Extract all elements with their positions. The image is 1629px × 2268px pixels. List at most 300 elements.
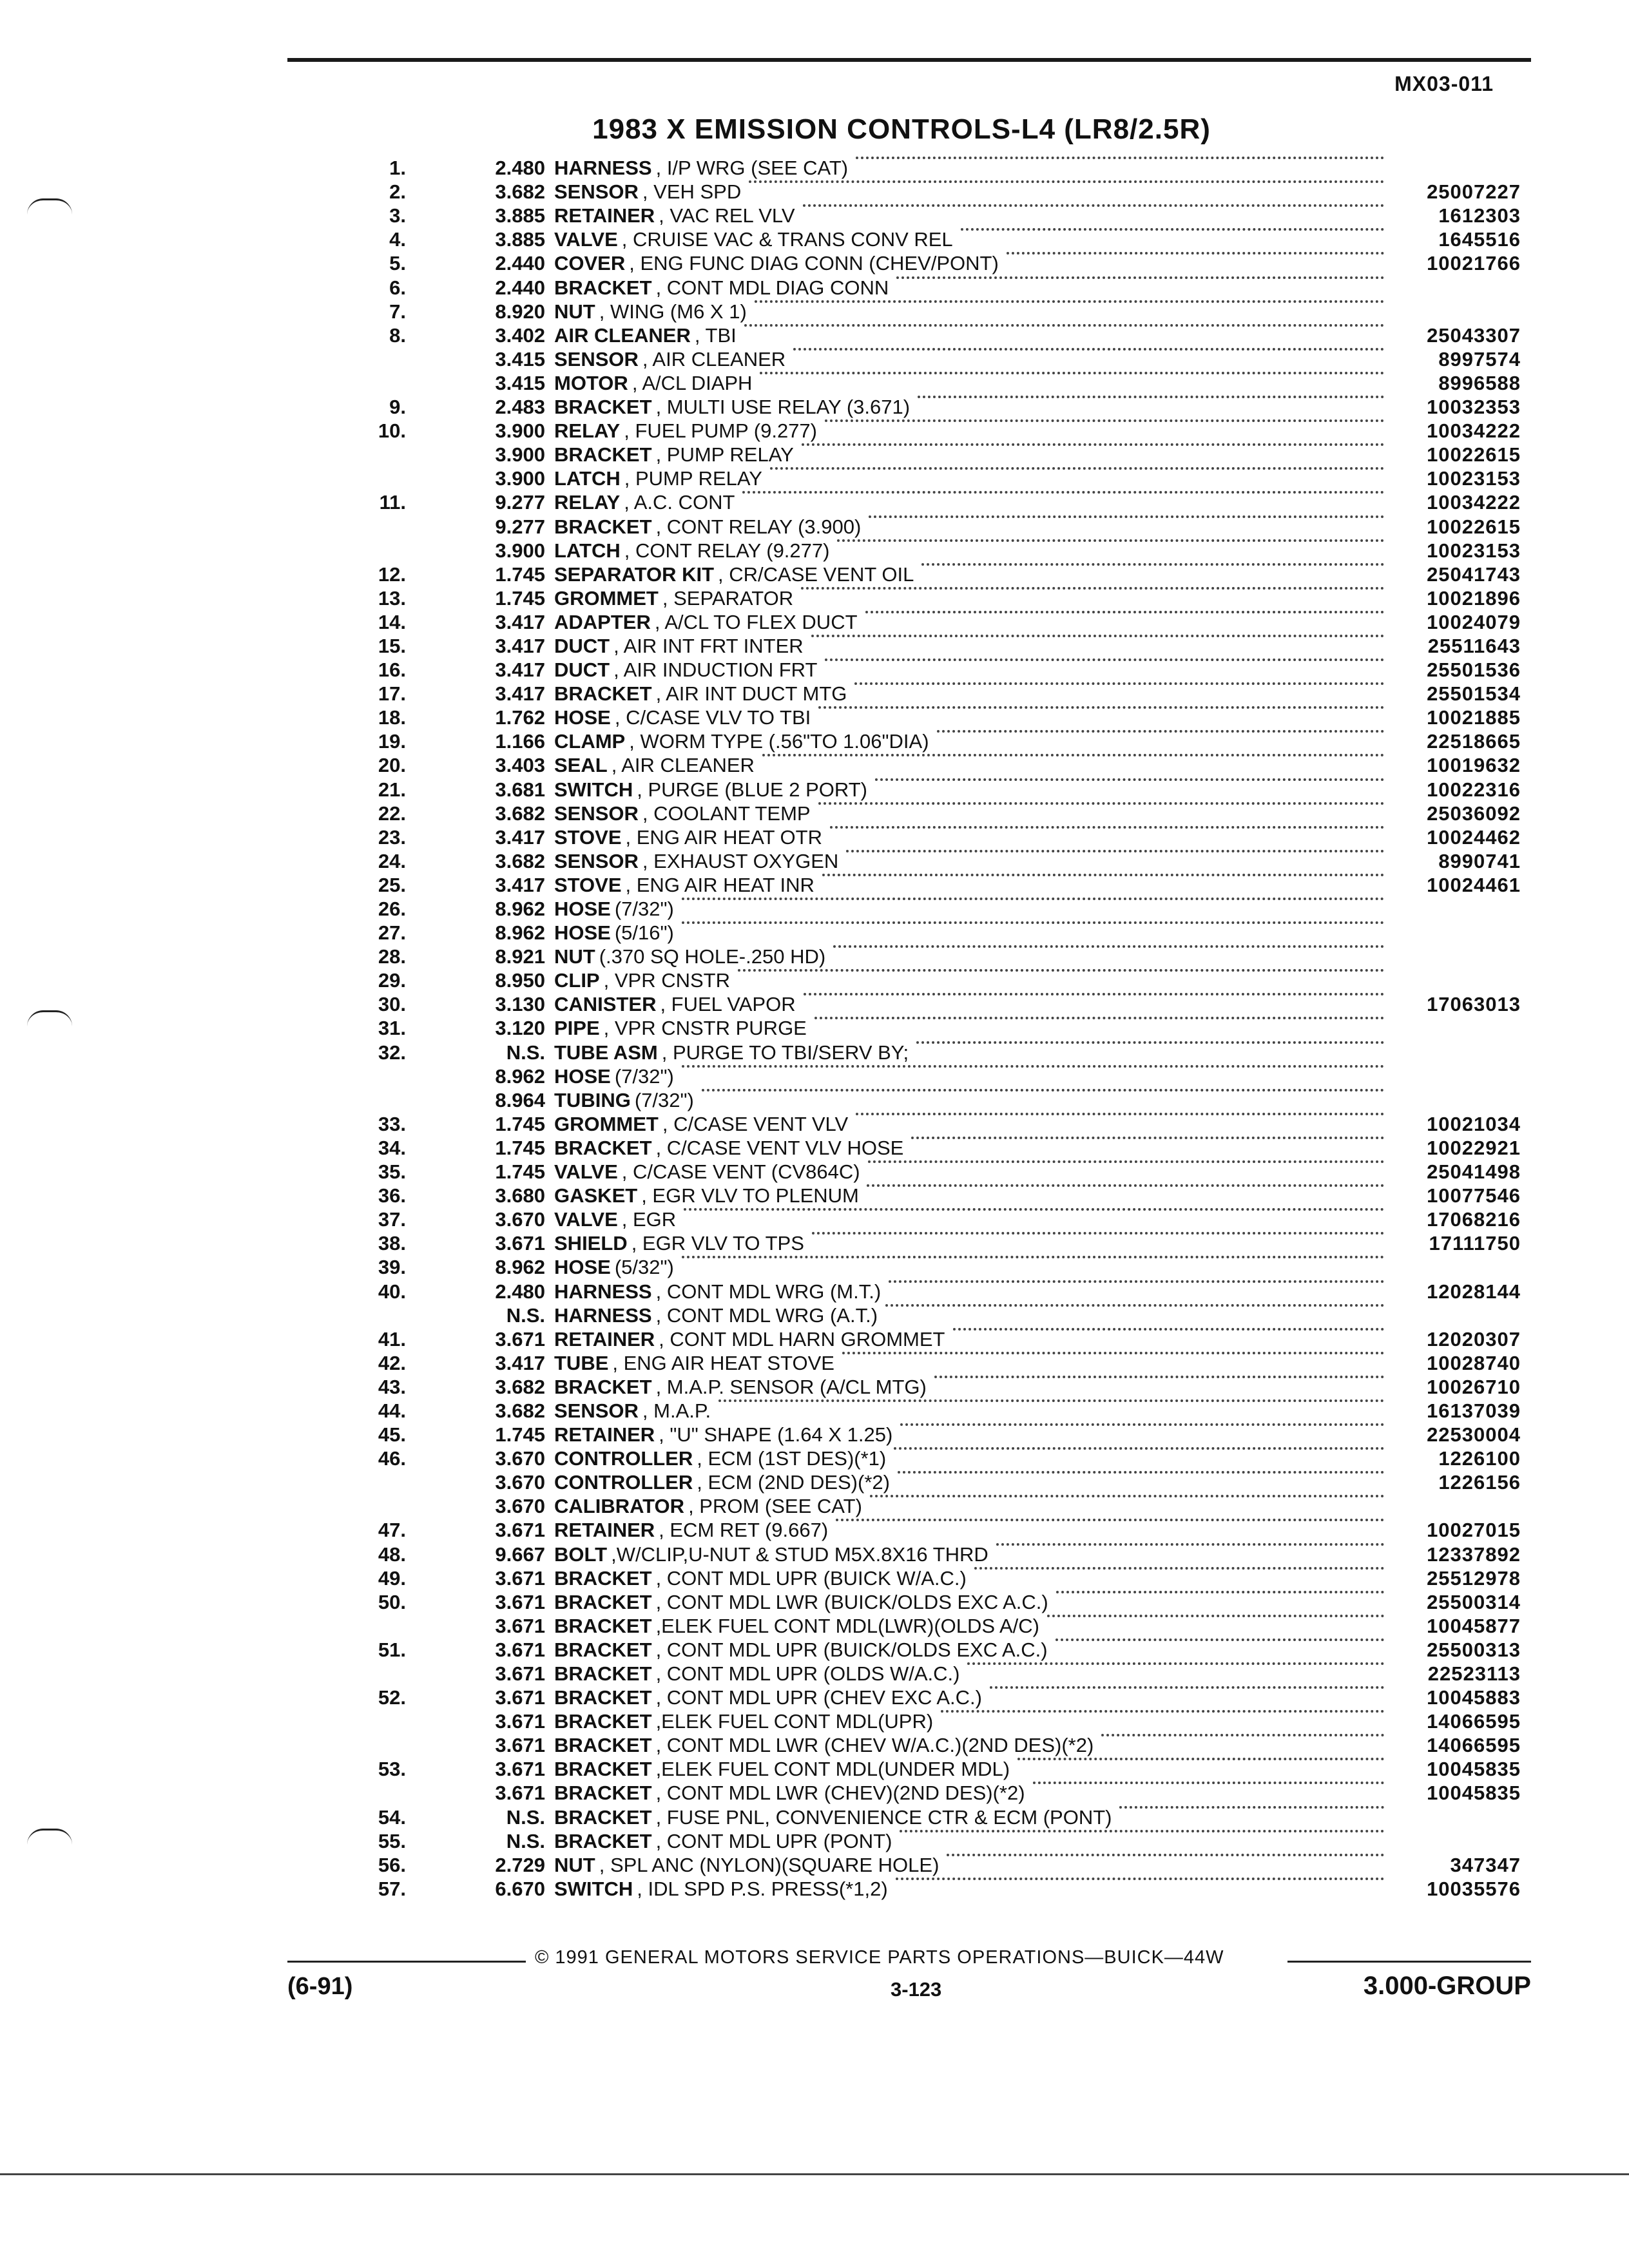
- part-description: [554, 1088, 1392, 1112]
- part-number: 25036092: [1427, 802, 1521, 825]
- dot-leader: [803, 204, 1385, 207]
- part-detail: , ENG FUNC DIAG CONN (CHEV/PONT): [629, 252, 999, 275]
- parts-list-row: [342, 921, 1521, 945]
- group-number: 3.403: [495, 754, 545, 777]
- part-detail: , AIR INT FRT INTER: [613, 634, 804, 657]
- part-number: 10045877: [1427, 1614, 1521, 1637]
- group-number: 3.402: [495, 323, 545, 347]
- parts-list-row: [342, 1255, 1521, 1279]
- part-description: [554, 180, 1392, 204]
- group-number: 3.417: [495, 825, 545, 849]
- part-description: [554, 1375, 1392, 1399]
- part-detail: ,W/CLIP,U-NUT & STUD M5X.8X16 THRD: [611, 1542, 988, 1566]
- part-name: SENSOR: [554, 180, 639, 204]
- part-detail: , CONT RELAY (3.900): [655, 515, 862, 538]
- parts-list-row: [342, 1662, 1521, 1686]
- item-number: 57.: [378, 1877, 406, 1900]
- part-detail: , CONT MDL LWR (BUICK/OLDS EXC A.C.): [655, 1590, 1048, 1613]
- part-name: BRACKET: [554, 682, 652, 706]
- parts-list-row: [342, 1303, 1521, 1327]
- dot-leader: [760, 371, 1384, 374]
- parts-list-row: [342, 753, 1521, 777]
- parts-list-row: [342, 992, 1521, 1016]
- footer-rule-left: [287, 1961, 526, 1963]
- item-number: 5.: [389, 252, 406, 275]
- part-name: COVER: [554, 252, 626, 275]
- parts-list-row: [342, 1542, 1521, 1566]
- part-name: CONTROLLER: [554, 1471, 693, 1494]
- dot-leader: [900, 1423, 1384, 1426]
- part-detail: , EGR VLV TO TPS: [631, 1232, 804, 1255]
- part-name: SEAL: [554, 754, 608, 777]
- group-number: 3.682: [495, 180, 545, 204]
- group-number: 3.671: [495, 1232, 545, 1255]
- part-number: 16137039: [1427, 1399, 1521, 1422]
- part-name: CLIP: [554, 969, 600, 992]
- part-name: BRACKET: [554, 1136, 652, 1159]
- part-name: AIR CLEANER: [554, 323, 691, 347]
- part-detail: , AIR INDUCTION FRT: [613, 658, 818, 682]
- group-number: 3.682: [495, 1399, 545, 1422]
- part-description: [554, 251, 1392, 275]
- part-name: BRACKET: [554, 1566, 652, 1590]
- part-number: 17111750: [1429, 1232, 1521, 1255]
- item-number: 20.: [378, 754, 406, 777]
- part-detail: (7/32"): [634, 1088, 694, 1111]
- part-name: STOVE: [554, 873, 622, 896]
- item-number: 33.: [378, 1112, 406, 1135]
- dot-leader: [718, 1399, 1384, 1402]
- part-detail: , PUMP RELAY: [624, 467, 762, 490]
- part-name: BRACKET: [554, 1590, 652, 1613]
- part-name: HOSE: [554, 1256, 611, 1279]
- item-number: 27.: [378, 921, 406, 945]
- dot-leader: [818, 706, 1384, 709]
- part-number: 10021766: [1427, 252, 1521, 275]
- dot-leader: [702, 1088, 1384, 1091]
- part-name: SENSOR: [554, 1399, 639, 1422]
- part-description: [554, 1184, 1392, 1207]
- parts-list-row: [342, 825, 1521, 849]
- part-number: 10021034: [1427, 1112, 1521, 1135]
- part-description: [554, 443, 1392, 466]
- part-detail: , ECM (1ST DES)(*1): [697, 1447, 887, 1470]
- part-description: [554, 992, 1392, 1016]
- part-detail: ,ELEK FUEL CONT MDL(UNDER MDL): [655, 1758, 1010, 1781]
- part-name: TUBE: [554, 1351, 609, 1374]
- item-number: 19.: [378, 730, 406, 753]
- parts-list-row: [342, 443, 1521, 466]
- item-number: 45.: [378, 1423, 406, 1446]
- part-name: MOTOR: [554, 371, 628, 394]
- part-description: [554, 539, 1392, 562]
- part-name: BRACKET: [554, 1734, 652, 1757]
- part-number: 10077546: [1427, 1184, 1521, 1207]
- group-number: 3.671: [495, 1590, 545, 1613]
- group-number: 8.964: [495, 1088, 545, 1111]
- part-name: HARNESS: [554, 1280, 652, 1303]
- part-description: [554, 1016, 1392, 1040]
- part-description: [554, 515, 1392, 539]
- part-description: [554, 371, 1392, 395]
- part-detail: , VEH SPD: [642, 180, 742, 204]
- parts-list-row: [342, 1040, 1521, 1064]
- group-number: 3.682: [495, 802, 545, 825]
- part-detail: , FUSE PNL, CONVENIENCE CTR & ECM (PONT): [655, 1805, 1112, 1829]
- part-detail: , COOLANT TEMP: [642, 802, 811, 825]
- part-detail: , CONT MDL LWR (CHEV W/A.C.)(2ND DES)(*2): [655, 1734, 1094, 1757]
- part-name: NUT: [554, 945, 595, 968]
- part-detail: , PUMP RELAY: [655, 443, 794, 466]
- parts-list-row: [342, 1805, 1521, 1829]
- parts-list-row: [342, 251, 1521, 275]
- part-description: [554, 1327, 1392, 1351]
- group-number: 8.921: [495, 945, 545, 968]
- dot-leader: [825, 658, 1384, 661]
- dot-leader: [682, 897, 1384, 900]
- parts-list-row: [342, 1423, 1521, 1446]
- part-number: 10022615: [1427, 443, 1521, 466]
- parts-list-row: [342, 1064, 1521, 1088]
- item-number: 1.: [389, 157, 406, 180]
- parts-list-row: [342, 1351, 1521, 1375]
- item-number: 28.: [378, 945, 406, 968]
- dot-leader: [801, 586, 1384, 590]
- part-name: BRACKET: [554, 1829, 652, 1852]
- part-number: 1226100: [1438, 1447, 1521, 1470]
- part-name: ADAPTER: [554, 610, 651, 633]
- part-detail: , CR/CASE VENT OIL: [718, 562, 914, 586]
- group-number: 3.680: [495, 1184, 545, 1207]
- part-detail: ,ELEK FUEL CONT MDL(UPR): [655, 1710, 934, 1733]
- group-number: 3.671: [495, 1758, 545, 1781]
- item-number: 23.: [378, 825, 406, 849]
- item-number: 18.: [378, 706, 406, 729]
- dot-leader: [804, 992, 1384, 995]
- group-number: 3.682: [495, 849, 545, 872]
- item-number: 29.: [378, 969, 406, 992]
- group-number: 3.415: [495, 347, 545, 370]
- part-detail: , FUEL VAPOR: [660, 993, 796, 1016]
- dot-leader: [875, 778, 1384, 781]
- group-number: 3.671: [495, 1710, 545, 1733]
- parts-list-row: [342, 1160, 1521, 1184]
- part-number: 25043307: [1427, 323, 1521, 347]
- footer-date: (6-91): [287, 1973, 353, 2000]
- group-number: 9.667: [495, 1542, 545, 1566]
- part-description: [554, 729, 1392, 753]
- dot-leader: [865, 610, 1384, 613]
- part-description: [554, 1041, 1392, 1064]
- parts-list-row: [342, 1446, 1521, 1470]
- part-name: RELAY: [554, 491, 621, 514]
- part-number: 10022921: [1427, 1136, 1521, 1159]
- parts-list-row: [342, 1231, 1521, 1255]
- part-number: 12028144: [1427, 1280, 1521, 1303]
- part-number: 10022615: [1427, 515, 1521, 538]
- part-number: 10024462: [1427, 825, 1521, 849]
- part-detail: , CONT MDL WRG (A.T.): [655, 1303, 878, 1327]
- item-number: 37.: [378, 1208, 406, 1231]
- parts-list-row: [342, 1375, 1521, 1399]
- dot-leader: [682, 1255, 1384, 1258]
- part-description: [554, 1351, 1392, 1375]
- parts-list-row: [342, 1112, 1521, 1136]
- group-number: 6.670: [495, 1877, 545, 1900]
- dot-leader: [742, 490, 1384, 494]
- parts-list-row: [342, 1614, 1521, 1638]
- part-name: BRACKET: [554, 276, 652, 299]
- item-number: 3.: [389, 204, 406, 227]
- part-description: [554, 1853, 1392, 1877]
- dot-leader: [1056, 1590, 1384, 1593]
- parts-list-row: [342, 945, 1521, 968]
- part-name: PIPE: [554, 1017, 600, 1040]
- part-description: [554, 1757, 1392, 1781]
- item-number: 44.: [378, 1399, 406, 1422]
- group-number: 3.671: [495, 1782, 545, 1805]
- group-number: 3.670: [495, 1471, 545, 1494]
- part-name: SWITCH: [554, 778, 633, 801]
- part-description: [554, 395, 1392, 419]
- parts-list-row: [342, 180, 1521, 204]
- part-name: SENSOR: [554, 802, 639, 825]
- dot-leader: [846, 849, 1384, 852]
- item-number: 2.: [389, 180, 406, 204]
- part-description: [554, 1686, 1392, 1709]
- part-number: 10045835: [1427, 1782, 1521, 1805]
- part-name: VALVE: [554, 228, 618, 251]
- parts-list-row: [342, 371, 1521, 395]
- dot-leader: [833, 945, 1384, 948]
- parts-list-row: [342, 1327, 1521, 1351]
- part-detail: , MULTI USE RELAY (3.671): [655, 396, 911, 419]
- group-number: 3.885: [495, 228, 545, 251]
- item-number: 46.: [378, 1447, 406, 1470]
- part-detail: , C/CASE VENT VLV: [662, 1112, 849, 1135]
- part-name: HOSE: [554, 921, 611, 945]
- part-detail: , CONT MDL UPR (BUICK W/A.C.): [655, 1566, 967, 1590]
- part-name: CONTROLLER: [554, 1447, 693, 1470]
- dot-leader: [1033, 1781, 1384, 1784]
- part-description: [554, 466, 1392, 490]
- part-detail: , ENG AIR HEAT INR: [625, 873, 815, 896]
- dot-leader: [822, 873, 1384, 876]
- parts-list-row: [342, 227, 1521, 251]
- part-description: [554, 204, 1392, 227]
- group-number: 3.681: [495, 778, 545, 801]
- part-detail: , EXHAUST OXYGEN: [642, 849, 839, 872]
- part-name: BRACKET: [554, 1375, 652, 1398]
- part-name: SENSOR: [554, 849, 639, 872]
- part-name: RETAINER: [554, 1423, 655, 1446]
- group-number: 3.671: [495, 1686, 545, 1709]
- part-description: [554, 945, 1392, 968]
- part-number: 10024461: [1427, 873, 1521, 896]
- part-description: [554, 897, 1392, 921]
- part-number: 14066595: [1427, 1734, 1521, 1757]
- part-description: [554, 490, 1392, 514]
- parts-list: [342, 156, 1521, 1901]
- part-number: 25500313: [1427, 1638, 1521, 1661]
- parts-list-row: [342, 275, 1521, 299]
- group-number: 1.745: [495, 586, 545, 610]
- parts-list-row: [342, 562, 1521, 586]
- part-detail: , VPR CNSTR: [603, 969, 730, 992]
- parts-list-row: [342, 1733, 1521, 1757]
- part-detail: (7/32"): [614, 898, 674, 920]
- item-number: 31.: [378, 1017, 406, 1040]
- parts-list-row: [342, 729, 1521, 753]
- parts-list-row: [342, 419, 1521, 443]
- dot-leader: [762, 753, 1384, 756]
- item-number: 40.: [378, 1280, 406, 1303]
- part-name: RELAY: [554, 419, 621, 443]
- parts-list-row: [342, 1088, 1521, 1112]
- part-name: STOVE: [554, 825, 622, 849]
- part-name: VALVE: [554, 1160, 618, 1184]
- group-number: 1.745: [495, 562, 545, 586]
- part-name: SWITCH: [554, 1877, 633, 1900]
- group-number: 3.670: [495, 1208, 545, 1231]
- part-description: [554, 1160, 1392, 1184]
- item-number: 15.: [378, 634, 406, 657]
- item-number: 9.: [389, 396, 406, 419]
- part-number: 10035576: [1427, 1877, 1521, 1900]
- dot-leader: [898, 1470, 1384, 1474]
- item-number: 6.: [389, 276, 406, 299]
- dot-leader: [856, 156, 1384, 159]
- part-number: 10032353: [1427, 396, 1521, 419]
- part-name: TUBING: [554, 1088, 631, 1111]
- dot-leader: [996, 1542, 1384, 1546]
- item-number: 48.: [378, 1542, 406, 1566]
- item-number: 13.: [378, 586, 406, 610]
- part-description: [554, 1470, 1392, 1494]
- item-number: 52.: [378, 1686, 406, 1709]
- part-name: HOSE: [554, 898, 611, 920]
- part-detail: (5/16"): [614, 921, 674, 945]
- group-number: 3.885: [495, 204, 545, 227]
- part-detail: , EGR: [621, 1208, 677, 1231]
- part-detail: ,ELEK FUEL CONT MDL(LWR)(OLDS A/C): [655, 1614, 1039, 1637]
- part-detail: , A/CL DIAPH: [631, 371, 753, 394]
- item-number: 49.: [378, 1566, 406, 1590]
- part-description: [554, 706, 1392, 729]
- part-description: [554, 1542, 1392, 1566]
- part-name: BRACKET: [554, 515, 652, 538]
- item-number: 53.: [378, 1758, 406, 1781]
- part-description: [554, 1733, 1392, 1757]
- parts-list-row: [342, 777, 1521, 801]
- parts-list-row: [342, 1494, 1521, 1518]
- page-title: 1983 X EMISSION CONTROLS-L4 (LR8/2.5R): [592, 113, 1211, 145]
- dot-leader: [837, 539, 1384, 542]
- dot-leader: [896, 1877, 1384, 1880]
- item-number: 43.: [378, 1375, 406, 1398]
- part-description: [554, 802, 1392, 825]
- part-name: BRACKET: [554, 1686, 652, 1709]
- item-number: 41.: [378, 1327, 406, 1350]
- dot-leader: [885, 1303, 1384, 1307]
- part-number: 10024079: [1427, 610, 1521, 633]
- dot-leader: [900, 1829, 1384, 1832]
- parts-list-row: [342, 1184, 1521, 1207]
- part-number: 25512978: [1427, 1566, 1521, 1590]
- group-number: 8.950: [495, 969, 545, 992]
- part-number: 1645516: [1438, 228, 1521, 251]
- part-number: 10021896: [1427, 586, 1521, 610]
- part-number: 17063013: [1427, 993, 1521, 1016]
- group-number: 3.900: [495, 443, 545, 466]
- item-number: 39.: [378, 1256, 406, 1279]
- part-detail: , AIR CLEANER: [611, 754, 755, 777]
- part-detail: , CONT MDL UPR (OLDS W/A.C.): [655, 1662, 960, 1685]
- part-description: [554, 419, 1392, 443]
- group-number: 3.120: [495, 1017, 545, 1040]
- group-number: 2.440: [495, 252, 545, 275]
- part-description: [554, 1590, 1392, 1614]
- group-number: 2.729: [495, 1853, 545, 1876]
- dot-leader: [1007, 251, 1384, 255]
- part-number: 10045883: [1427, 1686, 1521, 1709]
- group-number: 3.130: [495, 993, 545, 1016]
- dot-leader: [802, 443, 1384, 446]
- item-number: 38.: [378, 1232, 406, 1255]
- page-number: 3-123: [891, 1978, 942, 2001]
- part-detail: , EGR VLV TO PLENUM: [641, 1184, 859, 1207]
- part-description: [554, 1064, 1392, 1088]
- part-number: 10027015: [1427, 1519, 1521, 1542]
- part-name: LATCH: [554, 467, 621, 490]
- dot-leader: [918, 395, 1384, 398]
- dot-leader: [825, 419, 1384, 422]
- parts-list-row: [342, 1566, 1521, 1590]
- part-name: SEPARATOR KIT: [554, 562, 715, 586]
- part-detail: , C/CASE VLV TO TBI: [614, 706, 811, 729]
- part-detail: , VPR CNSTR PURGE: [603, 1017, 807, 1040]
- part-detail: , CONT MDL UPR (CHEV EXC A.C.): [655, 1686, 982, 1709]
- part-detail: , AIR INT DUCT MTG: [655, 682, 847, 706]
- part-description: [554, 1280, 1392, 1303]
- parts-list-row: [342, 1877, 1521, 1901]
- part-name: CLAMP: [554, 730, 626, 753]
- part-number: 12337892: [1427, 1542, 1521, 1566]
- part-detail: , CONT MDL UPR (BUICK/OLDS EXC A.C.): [655, 1638, 1048, 1661]
- part-name: DUCT: [554, 634, 610, 657]
- part-description: [554, 873, 1392, 897]
- item-number: 7.: [389, 300, 406, 323]
- part-detail: , WORM TYPE (.56"TO 1.06"DIA): [629, 730, 929, 753]
- group-number: 8.920: [495, 300, 545, 323]
- part-description: [554, 1709, 1392, 1733]
- dot-leader: [894, 1446, 1384, 1450]
- part-name: HOSE: [554, 1064, 611, 1088]
- parts-list-row: [342, 1590, 1521, 1614]
- part-name: BRACKET: [554, 1614, 652, 1637]
- part-detail: , WING (M6 X 1): [599, 300, 747, 323]
- parts-list-row: [342, 323, 1521, 347]
- dot-leader: [1055, 1638, 1384, 1641]
- part-detail: , VAC REL VLV: [659, 204, 795, 227]
- part-description: [554, 1207, 1392, 1231]
- part-description: [554, 1638, 1392, 1662]
- group-number: 3.417: [495, 682, 545, 706]
- parts-list-row: [342, 395, 1521, 419]
- parts-list-row: [342, 1829, 1521, 1853]
- part-name: BRACKET: [554, 1638, 652, 1661]
- part-name: BRACKET: [554, 1710, 652, 1733]
